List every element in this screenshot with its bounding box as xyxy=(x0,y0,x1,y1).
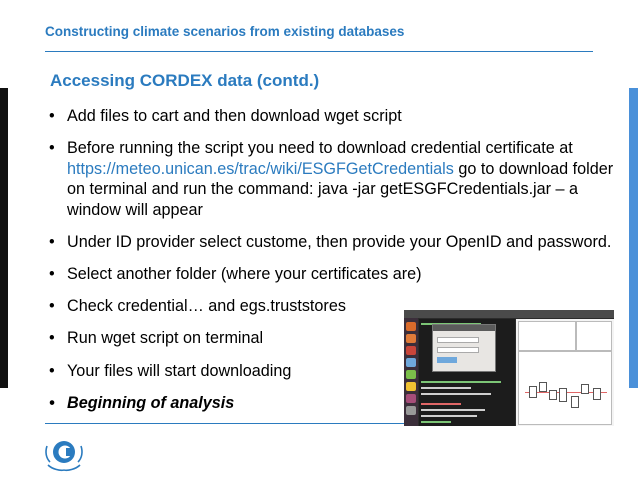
section-title: Accessing CORDEX data (contd.) xyxy=(50,71,320,90)
bullet-text: Your files will start downloading xyxy=(67,361,292,380)
top-menubar xyxy=(404,310,614,318)
boxplot-box xyxy=(559,388,567,402)
launcher-icon xyxy=(406,346,416,355)
bullet-item xyxy=(46,106,616,127)
boxplot-box xyxy=(529,386,537,398)
terminal-line xyxy=(421,415,477,417)
bullet-text: Add files to cart and then download wget script xyxy=(67,107,402,125)
bullet-text: Check credential… and egs.truststores xyxy=(67,297,346,316)
credentials-link[interactable]: https://meteo.unican.es/trac/wiki/ESGFGetCredentials xyxy=(67,159,454,178)
terminal-line xyxy=(421,403,461,405)
bullet-item xyxy=(46,138,616,220)
bullet-dot: • xyxy=(49,297,55,316)
launcher-icon xyxy=(406,370,416,379)
bullet-dot: • xyxy=(49,361,55,380)
launcher-icon xyxy=(406,358,416,367)
bullet-text: Under ID provider select custome, then provide your OpenID and password. xyxy=(67,232,612,251)
boxplot-box xyxy=(581,384,589,394)
terminal-line xyxy=(421,421,451,423)
launcher-sidebar xyxy=(404,318,418,426)
terminal-line xyxy=(421,381,501,383)
launcher-icon xyxy=(406,406,416,415)
bullet-dot: • xyxy=(49,232,55,251)
boxplot-box xyxy=(549,390,557,400)
bullet-text: Before running the script you need to download credential certificate at xyxy=(67,139,573,158)
bullet-item xyxy=(46,232,616,253)
boxplot-pane xyxy=(518,351,612,425)
bullet-text: Beginning of analysis xyxy=(67,393,235,412)
unfccc-globe-icon xyxy=(42,432,86,472)
slide-header-title: Constructing climate scenarios from existing databases xyxy=(45,24,405,39)
desktop-screenshot-image xyxy=(404,310,614,426)
left-accent-bar xyxy=(0,88,8,388)
bullet-dot: • xyxy=(49,107,55,125)
launcher-icon xyxy=(406,382,416,391)
launcher-icon xyxy=(406,334,416,343)
dialog-field xyxy=(437,347,479,353)
terminal-line xyxy=(421,393,491,395)
bullet-text: Run wget script on terminal xyxy=(67,329,264,348)
dialog-field xyxy=(437,337,479,343)
right-accent-bar xyxy=(629,88,638,388)
bullet-dot: • xyxy=(49,265,55,284)
launcher-icon xyxy=(406,322,416,331)
dialog-button xyxy=(437,357,457,363)
bullet-text: Select another folder (where your certificates are) xyxy=(67,265,422,284)
credentials-dialog xyxy=(432,324,496,372)
launcher-icon xyxy=(406,394,416,403)
bullet-dot: • xyxy=(49,393,55,412)
bullet-dot: • xyxy=(49,329,55,348)
bullet-dot: • xyxy=(49,139,55,158)
boxplot-box xyxy=(539,382,547,392)
terminal-line xyxy=(421,409,485,411)
ide-environment-pane xyxy=(576,321,612,351)
boxplot-box xyxy=(593,388,601,400)
header-divider xyxy=(45,51,593,52)
bullet-item xyxy=(46,264,616,285)
ide-editor-pane xyxy=(518,321,576,351)
terminal-line xyxy=(421,387,471,389)
ide-window xyxy=(516,319,614,426)
boxplot-box xyxy=(571,396,579,408)
bullet-text: go to download folder on terminal and run the command: java -jar getESGFCredentials.jar – a window will appear xyxy=(67,159,614,219)
dialog-titlebar xyxy=(433,325,495,331)
